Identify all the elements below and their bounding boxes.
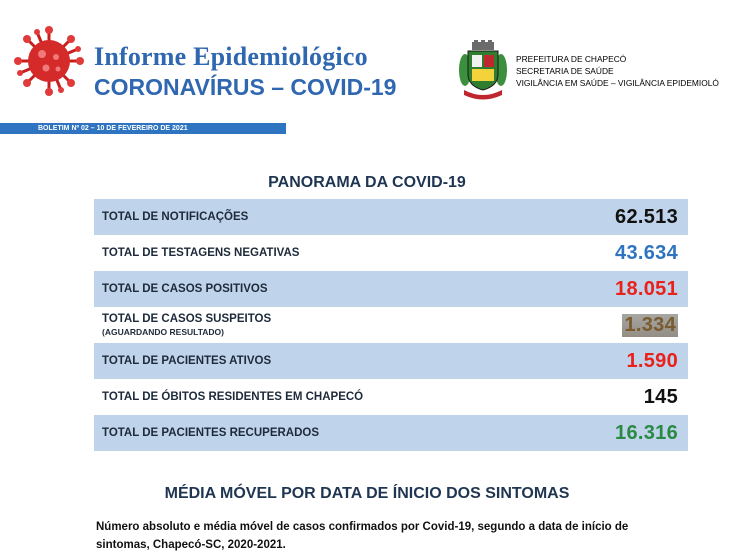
panorama-title: PANORAMA DA COVID-19 <box>268 174 466 191</box>
report-title: Informe Epidemiológico <box>94 42 368 71</box>
row-value: 43.634 <box>615 241 678 264</box>
org-vigilancia: VIGILÂNCIA EM SAÚDE – VIGILÂNCIA EPIDEMIOLÓ <box>516 78 719 88</box>
row-label: TOTAL DE NOTIFICAÇÕES <box>102 211 249 223</box>
row-value: 16.316 <box>615 421 678 444</box>
organization-info <box>516 53 719 89</box>
row-value: 18.051 <box>615 277 678 300</box>
city-crest-icon <box>458 40 508 102</box>
row-label: TOTAL DE PACIENTES RECUPERADOS <box>102 427 320 439</box>
row-sublabel: (AGUARDANDO RESULTADO) <box>102 327 224 337</box>
row-testagens-negativas <box>94 235 688 271</box>
row-label: TOTAL DE TESTAGENS NEGATIVAS <box>102 247 300 259</box>
row-value: 1.334 <box>624 313 676 336</box>
report-subtitle: CORONAVÍRUS – COVID-19 <box>94 74 397 100</box>
row-notificacoes <box>94 199 688 235</box>
org-prefeitura: PREFEITURA DE CHAPECÓ <box>516 54 627 64</box>
row-label: TOTAL DE ÓBITOS RESIDENTES EM CHAPECÓ <box>102 391 364 403</box>
row-value: 145 <box>643 385 678 408</box>
row-obitos <box>94 379 688 415</box>
row-value: 1.590 <box>626 349 678 372</box>
moving-average-title: MÉDIA MÓVEL POR DATA DE ÍNICIO DOS SINTOMAS <box>164 485 570 502</box>
row-value: 62.513 <box>615 205 678 228</box>
panorama-table <box>94 199 688 451</box>
coronavirus-icon <box>14 26 84 96</box>
org-secretaria: SECRETARIA DE SAÚDE <box>516 66 614 76</box>
row-casos-positivos <box>94 271 688 307</box>
row-label: TOTAL DE PACIENTES ATIVOS <box>102 355 272 367</box>
bulletin-banner: BOLETIM Nº 02 – 10 DE FEVEREIRO DE 2021 <box>0 123 286 134</box>
row-pacientes-ativos <box>94 343 688 379</box>
row-pacientes-recuperados <box>94 415 688 451</box>
row-label: TOTAL DE CASOS POSITIVOS <box>102 283 268 295</box>
row-casos-suspeitos <box>94 307 688 343</box>
moving-average-description: Número absoluto e média móvel de casos confirmados por Covid-19, segundo a data de início de sintomas, Chapecó-SC, 2020-2021. <box>96 521 629 551</box>
row-label <box>102 313 271 337</box>
row-label-main: TOTAL DE CASOS SUSPEITOS <box>102 313 272 325</box>
